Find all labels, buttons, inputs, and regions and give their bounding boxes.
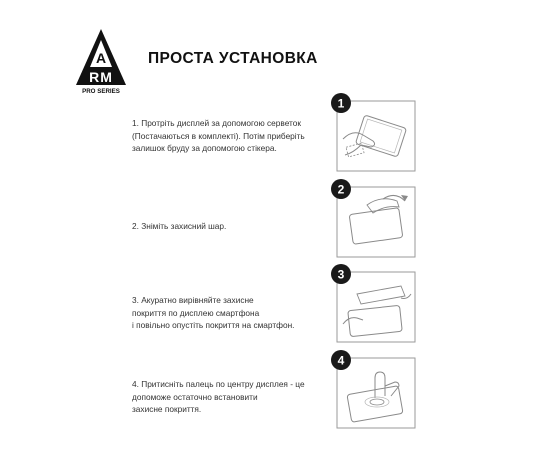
svg-text:A: A (95, 50, 107, 66)
page-title: ПРОСТА УСТАНОВКА (148, 50, 318, 67)
step-1-text (132, 117, 312, 155)
step-1-line-2: (Постачаються в комплекті). Потім приберіть (132, 130, 305, 141)
step-2-badge-number: 2 (337, 182, 345, 197)
step-3-badge-number: 3 (337, 267, 345, 282)
step-3-line-1: 3. Акуратно вирівняйте захисне (132, 295, 254, 305)
step-4-line-3: захисне покриття. (132, 404, 202, 414)
arm-logo (76, 29, 126, 95)
step-4-text (132, 378, 312, 416)
step-1-illustration (331, 93, 419, 175)
step-3-line-2: покриття по дисплею смартфона (132, 307, 260, 318)
step-4-badge-number: 4 (337, 353, 345, 368)
step-3-text (132, 294, 312, 332)
svg-text:RM: RM (89, 69, 113, 85)
step-2-line-1: 2. Зніміть захисний шар. (132, 221, 227, 231)
step-4-line-1: 4. Притисніть палець по центру дисплея - це (132, 379, 305, 389)
step-2-text (132, 220, 312, 233)
step-4-line-2: допоможе остаточно встановити (132, 391, 258, 402)
step-1-line-3: залишок бруду за допомогою стікера. (132, 143, 277, 153)
step-3-illustration (331, 264, 419, 346)
logo-sub-label: PRO SERIES (82, 88, 120, 95)
step-2-illustration (331, 179, 419, 261)
step-1-badge-number: 1 (337, 96, 345, 111)
step-1-line-1: 1. Протріть дисплей за допомогою серветок (132, 118, 302, 128)
step-3-line-3: і повільно опустіть покриття на смартфон. (132, 320, 295, 330)
step-4-illustration (331, 350, 419, 432)
